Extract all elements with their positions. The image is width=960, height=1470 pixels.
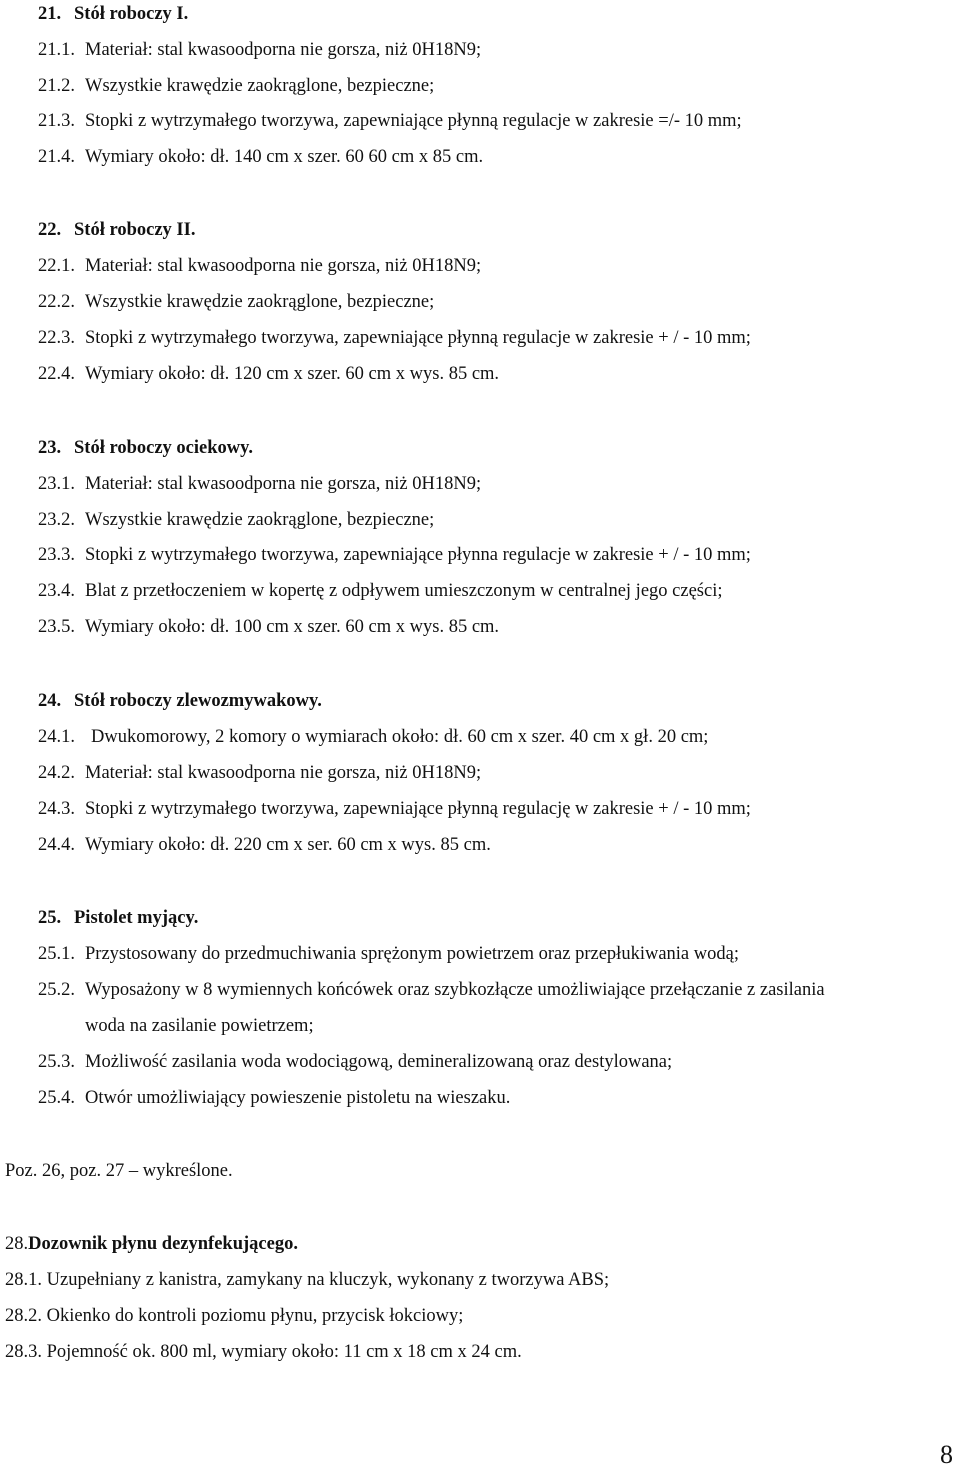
item-23-3 <box>38 543 751 567</box>
item-number: 21.4. <box>38 147 75 167</box>
item-text: Stopki z wytrzymałego tworzywa, zapewniające płynną regulacje w zakresie + / - 10 mm; <box>85 328 751 348</box>
section-28-heading <box>5 1232 298 1256</box>
item-text: Uzupełniany z kanistra, zamykany na kluczyk, wykonany z tworzywa ABS; <box>46 1270 610 1290</box>
item-number: 24.1. <box>38 727 75 747</box>
item-text: Stopki z wytrzymałego tworzywa, zapewniające płynną regulacje w zakresie =/- 10 mm; <box>85 111 742 131</box>
item-number: 22.2. <box>38 292 75 312</box>
item-25-4 <box>38 1086 510 1110</box>
item-25-2 <box>38 978 825 1002</box>
item-number: 23.3. <box>38 545 75 565</box>
item-22-3 <box>38 326 751 350</box>
item-23-4 <box>38 579 722 603</box>
item-21-3 <box>38 109 742 133</box>
item-25-3 <box>38 1050 672 1074</box>
item-number: 21.1. <box>38 40 75 60</box>
section-22-heading <box>38 218 195 242</box>
item-number: 24.2. <box>38 763 75 783</box>
item-text: Wszystkie krawędzie zaokrąglone, bezpieczne; <box>85 510 435 530</box>
item-text: Wyposażony w 8 wymiennych końcówek oraz szybkozłącze umożliwiające przełączanie z zasilania <box>85 980 825 1000</box>
item-text: Stopki z wytrzymałego tworzywa, zapewniające płynną regulację w zakresie + / - 10 mm; <box>85 799 751 819</box>
item-number: 23.5. <box>38 617 75 637</box>
item-22-1 <box>38 254 481 278</box>
item-text: Blat z przetłoczeniem w kopertę z odpływem umieszczonym w centralnej jego części; <box>85 581 723 601</box>
section-title: Stół roboczy II. <box>74 220 196 240</box>
section-title: Pistolet myjący. <box>74 908 199 928</box>
section-number: 24. <box>38 691 62 711</box>
section-number: 25. <box>38 908 62 928</box>
item-21-4 <box>38 145 483 169</box>
item-28-3 <box>5 1340 522 1364</box>
item-number: 22.3. <box>38 328 75 348</box>
item-text: Okienko do kontroli poziomu płynu, przycisk łokciowy; <box>46 1306 464 1326</box>
item-21-1 <box>38 38 481 62</box>
item-23-1 <box>38 472 481 496</box>
section-25-heading <box>38 906 198 930</box>
item-text: Wszystkie krawędzie zaokrąglone, bezpieczne; <box>85 76 435 96</box>
item-text: Wymiary około: dł. 140 cm x szer. 60 60 cm x 85 cm. <box>85 147 484 167</box>
item-text: Otwór umożliwiający powieszenie pistoletu na wieszaku. <box>85 1088 511 1108</box>
item-24-4 <box>38 833 491 857</box>
item-number: 24.3. <box>38 799 75 819</box>
item-number: 23.1. <box>38 474 75 494</box>
item-24-3 <box>38 797 751 821</box>
page-number: 8 <box>940 1440 953 1469</box>
section-number: 28. <box>5 1234 29 1254</box>
section-24-heading <box>38 689 322 713</box>
item-text: Stopki z wytrzymałego tworzywa, zapewniające płynna regulacje w zakresie + / - 10 mm; <box>85 545 751 565</box>
item-number: 23.2. <box>38 510 75 530</box>
item-text: Materiał: stal kwasoodporna nie gorsza, niż 0H18N9; <box>85 40 482 60</box>
item-number: 28.2. <box>5 1306 42 1326</box>
section-title: Stół roboczy zlewozmywakowy. <box>74 691 322 711</box>
item-text: Przystosowany do przedmuchiwania sprężonym powietrzem oraz przepłukiwania wodą; <box>85 944 739 964</box>
item-text: Materiał: stal kwasoodporna nie gorsza, niż 0H18N9; <box>85 256 482 276</box>
item-text: Wymiary około: dł. 120 cm x szer. 60 cm x wys. 85 cm. <box>85 364 500 384</box>
section-title: Stół roboczy I. <box>74 4 189 24</box>
section-number: 21. <box>38 4 62 24</box>
item-number: 25.3. <box>38 1052 75 1072</box>
section-21-heading <box>38 2 188 26</box>
item-22-4 <box>38 362 499 386</box>
item-24-2 <box>38 761 481 785</box>
item-number: 21.3. <box>38 111 75 131</box>
item-number: 28.3. <box>5 1342 42 1362</box>
item-number: 22.1. <box>38 256 75 276</box>
item-25-1 <box>38 942 739 966</box>
section-title: Dozownik płynu dezynfekującego. <box>28 1234 298 1254</box>
item-22-2 <box>38 290 434 314</box>
item-number: 23.4. <box>38 581 75 601</box>
section-number: 23. <box>38 438 62 458</box>
item-number: 21.2. <box>38 76 75 96</box>
item-number: 25.4. <box>38 1088 75 1108</box>
item-number: 25.1. <box>38 944 75 964</box>
section-number: 22. <box>38 220 62 240</box>
deleted-positions-note: Poz. 26, poz. 27 – wykreślone. <box>5 1161 233 1181</box>
item-text: Wymiary około: dł. 100 cm x szer. 60 cm x wys. 85 cm. <box>85 617 500 637</box>
item-number: 25.2. <box>38 980 75 1000</box>
item-number: 22.4. <box>38 364 75 384</box>
item-text: Dwukomorowy, 2 komory o wymiarach około: dł. 60 cm x szer. 40 cm x gł. 20 cm; <box>91 727 709 747</box>
item-text: Wymiary około: dł. 220 cm x ser. 60 cm x wys. 85 cm. <box>85 835 491 855</box>
item-23-5 <box>38 615 499 639</box>
item-21-2 <box>38 74 434 98</box>
item-text: Wszystkie krawędzie zaokrąglone, bezpieczne; <box>85 292 435 312</box>
item-24-1 <box>38 725 708 749</box>
item-23-2 <box>38 508 434 532</box>
item-28-2 <box>5 1304 463 1328</box>
item-25-2-continuation: woda na zasilanie powietrzem; <box>85 1016 314 1036</box>
item-number: 24.4. <box>38 835 75 855</box>
item-text: Materiał: stal kwasoodporna nie gorsza, niż 0H18N9; <box>85 474 482 494</box>
item-28-1 <box>5 1268 609 1292</box>
section-title: Stół roboczy ociekowy. <box>74 438 253 458</box>
section-23-heading <box>38 436 253 460</box>
item-text: Możliwość zasilania woda wodociągową, demineralizowaną oraz destylowana; <box>85 1052 673 1072</box>
item-text: Pojemność ok. 800 ml, wymiary około: 11 cm x 18 cm x 24 cm. <box>46 1342 522 1362</box>
item-number: 28.1. <box>5 1270 42 1290</box>
item-text: Materiał: stal kwasoodporna nie gorsza, niż 0H18N9; <box>85 763 482 783</box>
